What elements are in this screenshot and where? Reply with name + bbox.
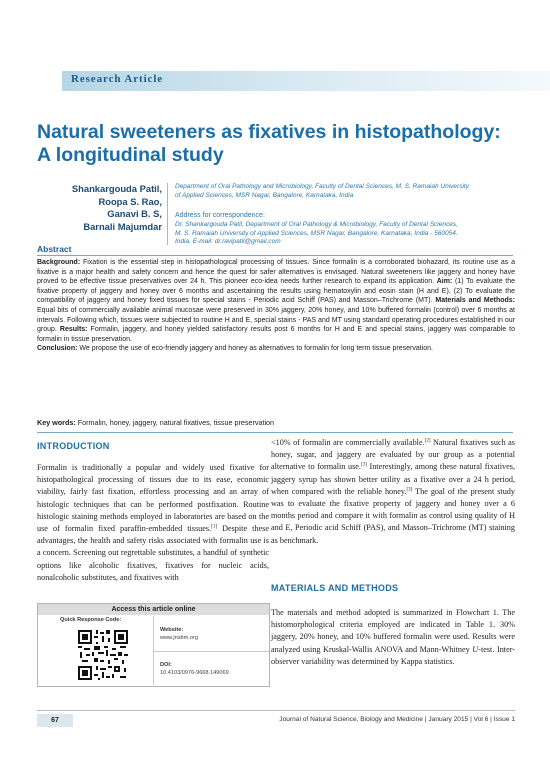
author-divider [167, 183, 168, 245]
affiliation [175, 183, 515, 200]
journal-citation: Journal of Natural Science, Biology and Medicine | January 2015 | Vol 6 | Issue 1 [279, 716, 515, 723]
footer-divider [37, 710, 515, 711]
abstract-aim-text: (1) To evaluate the fixative property of jaggery and honey over 6 months and ascertaining the results using hematoxylin and eosin stain (H and E). (2) To evaluate the compatibility of jaggery and honey fixed tissues for special stains - Periodic acid Schiff (PAS) and Masson–Trichrome (MT). [37, 278, 515, 305]
page-number: 67 [37, 714, 73, 727]
access-box-divider [153, 651, 269, 652]
abstract-background-label: Background: [37, 259, 81, 266]
keywords-label: Key words: [37, 418, 76, 427]
access-online-heading: Access this article online [38, 604, 269, 615]
correspondence-label: Address for correspondence: [175, 212, 265, 219]
introduction-heading: INTRODUCTION [37, 441, 110, 451]
abstract-methods-text: Equal bits of commercially available animal mucosae were preserved in 30% jaggery, 20% honey, and 10% buffered formalin (control) over 6 months at intervals. Following which, tissues were subjected to routine H and E, special stains - PAS and MT using standard operating procedures established in our group. [37, 306, 515, 334]
keywords-divider [37, 432, 513, 433]
intro-text: Interestingly, among these natural fixatives, jaggery syrup has shown better utility as a fixative over a 24 h period, when compared with the reliable honey. [271, 462, 515, 496]
reference-link[interactable]: [1] [211, 524, 217, 530]
abstract-heading: Abstract [37, 244, 72, 254]
author-list [20, 183, 162, 233]
methods-text: The materials and method adopted is summarized in Flowchart 1. The histomorphological criteria employed are indicated in Table 1. 30% jaggery, 20% honey, and 10% buffered formalin were used. Results were analyzed using Kruskal-Wallis ANOVA and Mann-Whitney [271, 608, 515, 654]
intro-text: <10% of formalin are commercially available. [271, 438, 425, 447]
abstract-methods-label: Materials and Methods: [435, 297, 515, 305]
website-label: Website: [160, 627, 184, 633]
correspondence-email[interactable]: India. E-mail: dr.ravipatil@gmail.com [175, 238, 281, 246]
reference-link[interactable]: [3] [360, 462, 367, 468]
intro-text: The goal of the present study was to evaluate the fixative property of jaggery and honey over a 6 months period and compare it with formalin as control using quality of H and E, Periodic acid Schiff (PAS), and Masson–Trichrome (MT) staining as benchmark. [271, 486, 515, 545]
affiliation-line: Department of Oral Pathology and Microbiology, Faculty of Dental Sciences, M. S. Ramaiah University [175, 183, 469, 190]
reference-link[interactable]: [3] [406, 487, 413, 493]
author: Roopa S. Rao, [98, 195, 162, 207]
article-type-label: Research Article [71, 73, 164, 85]
author: Shankargouda Patil, [71, 183, 162, 194]
reference-link[interactable]: [2] [424, 438, 431, 444]
correspondence-address [175, 221, 520, 247]
intro-text: Despite these advantages, the health and safety risks associated with formalin use is a concern. Screening out regrettable substitutes, a handful of synthetic options like alcoholic fixatives, fixatives for nucleic acids, nonalcoholic substitutes, and fixatives with [37, 524, 269, 582]
title-line-2: A longitudinal study [37, 144, 224, 166]
abstract-conclusion-label: Conclusion: [37, 345, 78, 353]
qr-code-icon[interactable] [78, 630, 128, 680]
intro-text: Natural fixatives such as honey, sugar, and jaggery are evaluated by our group as a potential alternative to formalin use. [271, 438, 515, 472]
methods-text: -test. Inter-observer variability was determined by Kappa statistics. [271, 644, 515, 666]
author: Barnali Majumdar [83, 220, 162, 232]
abstract-aim-label: Aim: [436, 278, 453, 286]
introduction-continued [271, 437, 515, 547]
title-line-1: Natural sweeteners as fixatives in histopathology: [37, 121, 501, 143]
methods-paragraph [271, 607, 515, 668]
keywords [37, 418, 515, 427]
affiliation-line: of Applied Sciences, MSR Nagar, Bangalore, Karnataka, India [175, 191, 354, 199]
correspondence-line: M. S. Ramaiah University of Applied Sciences, MSR Nagar, Bangalore, Karnataka, India - 560054. [175, 229, 458, 237]
keywords-text: Formalin, honey, jaggery, natural fixatives, tissue preservation [75, 418, 275, 427]
abstract-divider [37, 255, 513, 256]
abstract-results-label: Results: [59, 326, 88, 334]
doi-link[interactable]: 10.4103/0976-9668.149069 [160, 670, 229, 676]
doi-label: DOI: [160, 662, 172, 668]
qr-code-label: Quick Response Code: [60, 617, 122, 623]
author: Ganavi B. S, [107, 208, 162, 219]
abstract-background-text: Fixation is the essential step in histopathological processing of tissues. Since formalin is a corroborated biohazard, its routine use as a fixative is a major health and safety concern and hence the quest for safer alternatives is envisaged. Natural sweeteners like jaggery and honey have proved to be effective tissue preservatives over 24 h. This pioneer eco-idea needs further research to expand its application. [37, 259, 515, 286]
abstract-conclusion-text: We propose the use of eco-friendly jaggery and honey as alternatives to formalin for long term tissue preservation. [77, 345, 433, 353]
abstract-results-text: Formalin, jaggery, and honey yielded satisfactory results post 6 months for H and E and special stains, jaggery was comparable to formalin in tissue preservation. [37, 326, 515, 343]
correspondence-line: Dr. Shankargouda Patil, Department of Oral Pathology & Microbiology, Faculty of Dental Sciences, [175, 221, 458, 228]
abstract-body [37, 258, 515, 354]
article-title [37, 121, 517, 167]
introduction-paragraph [37, 462, 269, 584]
intro-text: Formalin is traditionally a popular and widely used fixative for histopathological processing of tissues due to its ease, economic viability, fairly fast fixation, effortless processing and an array of histologic techniques that can be performed postfixation. Routine histologic staining methods employed in laboratories are based on the use of formalin fixed paraffin-embedded tissues. [37, 463, 269, 534]
website-link[interactable]: www.jnsbm.org [160, 635, 198, 641]
methods-heading: MATERIALS AND METHODS [271, 583, 399, 593]
methods-text-italic: U [472, 644, 479, 654]
